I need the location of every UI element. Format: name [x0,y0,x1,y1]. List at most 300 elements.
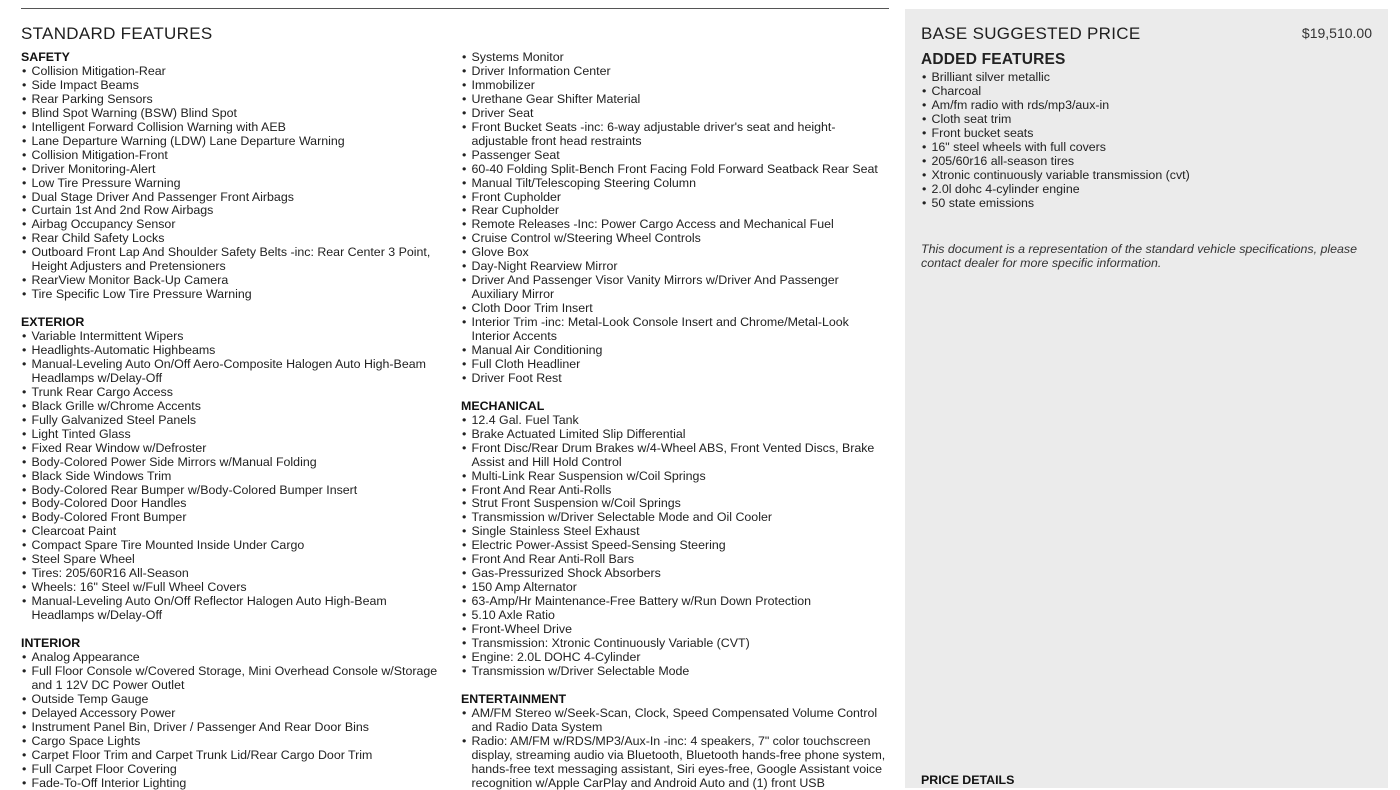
bullet-icon: • [462,175,467,190]
bullet-icon: • [462,63,467,78]
feature-item-line: Outboard Front Lap And Shoulder Safety Belts -inc: Rear Center 3 Point, [31,245,431,260]
feature-item [21,539,446,553]
bullet-icon: • [462,440,467,455]
feature-item-line: Gas-Pressurized Shock Absorbers [471,566,661,581]
bullet-icon: • [922,83,927,98]
feature-item-line: 60-40 Folding Split-Bench Front Facing Fold Forward Seatback Rear Seat [471,161,878,176]
bullet-icon: • [22,245,27,260]
feature-item [461,665,886,679]
feature-item-line: Driver Monitoring-Alert [31,161,156,176]
features-column-left [21,51,446,790]
section-heading: SAFETY [21,50,70,64]
bullet-icon: • [22,566,27,581]
feature-item [461,107,886,121]
feature-item [461,316,886,344]
bullet-icon: • [22,440,27,455]
feature-item-line: Compact Spare Tire Mounted Inside Under Cargo [31,538,305,553]
feature-item [461,246,886,260]
bullet-icon: • [462,356,467,371]
bullet-icon: • [462,538,467,553]
feature-item-line: 5.10 Axle Ratio [471,608,555,623]
bullet-icon: • [462,119,467,134]
bullet-icon: • [22,161,27,176]
bullet-icon: • [22,649,27,664]
bullet-icon: • [462,217,467,232]
added-feature-item [921,155,1371,169]
bullet-icon: • [22,775,27,790]
feature-item-line: Fixed Rear Window w/Defroster [31,440,207,455]
feature-item-line: Full Floor Console w/Covered Storage, Mini Overhead Console w/Storage [31,663,438,678]
feature-item-line: Black Side Windows Trim [31,468,172,483]
bullet-icon: • [22,133,27,148]
feature-section-exterior [21,316,446,623]
bullet-icon: • [22,510,27,525]
bullet-icon: • [462,412,467,427]
bullet-icon: • [462,273,467,288]
feature-item-line: Front Bucket Seats -inc: 6-way adjustable driver's seat and height- [471,119,836,134]
feature-item [21,191,446,205]
feature-item [461,121,886,149]
bullet-icon: • [22,580,27,595]
feature-item-line: Manual-Leveling Auto On/Off Reflector Halogen Auto High-Beam [31,594,387,609]
feature-item [21,232,446,246]
bullet-icon: • [22,77,27,92]
feature-list [21,65,446,302]
feature-item [21,288,446,302]
price-sidebar [905,9,1388,788]
added-feature-label: Cloth seat trim [931,111,1012,126]
bullet-icon: • [462,594,467,609]
bullet-icon: • [922,181,927,196]
bullet-icon: • [462,426,467,441]
section-heading: ENTERTAINMENT [461,691,567,706]
base-price-value: $19,510.00 [1301,25,1372,41]
feature-item-line: Front Disc/Rear Drum Brakes w/4-Wheel ABS, Front Vented Discs, Brake [471,440,875,455]
feature-item-line: Tire Specific Low Tire Pressure Warning [31,287,252,302]
feature-item [21,414,446,428]
feature-item-line: Instrument Panel Bin, Driver / Passenger And Rear Door Bins [31,719,369,734]
added-feature-item [921,85,1371,99]
feature-item-line: Rear Parking Sensors [31,91,153,106]
feature-item-line: Headlamps w/Delay-Off [31,608,163,623]
feature-item [21,163,446,177]
feature-item [21,707,446,721]
feature-item-line: Manual-Leveling Auto On/Off Aero-Composite Halogen Auto High-Beam [31,356,426,371]
feature-item [21,204,446,218]
bullet-icon: • [462,50,467,64]
feature-item-line: Collision Mitigation-Rear [31,63,166,78]
feature-item [21,470,446,484]
feature-item-line: Airbag Occupancy Sensor [31,217,176,232]
bullet-icon: • [22,63,27,78]
feature-item [461,497,886,511]
added-feature-label: 16" steel wheels with full covers [931,139,1107,154]
bullet-icon: • [22,119,27,134]
bullet-icon: • [462,482,467,497]
added-feature-item [921,183,1371,197]
feature-item [461,553,886,567]
feature-item [461,735,886,790]
feature-item-line: Fade-To-Off Interior Lighting [31,775,187,790]
feature-item-line: Urethane Gear Shifter Material [471,91,641,106]
feature-list [21,330,446,623]
feature-item [461,177,886,191]
bullet-icon: • [462,245,467,260]
feature-section-continued [461,51,886,386]
feature-item-line: Manual Tilt/Telescoping Steering Column [471,175,697,190]
feature-item [461,707,886,735]
feature-item-line: Interior Trim -inc: Metal-Look Console Insert and Chrome/Metal-Look [471,315,849,330]
feature-item-line: Body-Colored Front Bumper [31,510,187,525]
feature-item [21,344,446,358]
feature-item [461,149,886,163]
feature-item-line: Day-Night Rearview Mirror [471,259,618,274]
bullet-icon: • [922,111,927,126]
feature-item-line: Manual Air Conditioning [471,343,603,358]
bullet-icon: • [922,139,927,154]
feature-item [21,330,446,344]
feature-item-line: Delayed Accessory Power [31,705,176,720]
bullet-icon: • [22,719,27,734]
feature-item [21,93,446,107]
bullet-icon: • [22,329,27,344]
feature-item-line: Dual Stage Driver And Passenger Front Airbags [31,189,294,204]
bullet-icon: • [22,189,27,204]
feature-item-line: Single Stainless Steel Exhaust [471,524,640,539]
features-column-middle [461,51,886,790]
bullet-icon: • [462,91,467,106]
feature-item [461,414,886,428]
feature-item [21,651,446,665]
bullet-icon: • [22,747,27,762]
feature-item-line: Systems Monitor [471,50,564,64]
feature-item-line: Assist and Hill Hold Control [471,454,622,469]
feature-item-line: Cruise Control w/Steering Wheel Controls [471,231,701,246]
feature-item-line: Headlights-Automatic Highbeams [31,343,216,357]
feature-item [461,623,886,637]
feature-item [21,246,446,274]
bullet-icon: • [22,91,27,106]
bullet-icon: • [462,77,467,92]
feature-item-line: Curtain 1st And 2nd Row Airbags [31,203,214,218]
feature-section-interior [21,637,446,790]
bullet-icon: • [22,482,27,497]
feature-item [461,372,886,386]
added-feature-label: 50 state emissions [931,195,1035,210]
bullet-icon: • [462,147,467,162]
feature-item [21,400,446,414]
feature-item-line: Steel Spare Wheel [31,552,135,567]
bullet-icon: • [922,153,927,168]
feature-item [21,484,446,498]
feature-item-line: Intelligent Forward Collision Warning with AEB [31,119,286,134]
feature-item-line: Driver Foot Rest [471,370,562,385]
added-feature-item [921,71,1371,85]
bullet-icon: • [462,608,467,623]
bullet-icon: • [22,538,27,553]
feature-item-line: Analog Appearance [31,649,140,664]
bullet-icon: • [462,636,467,651]
bullet-icon: • [22,524,27,539]
feature-item-line: Front Cupholder [471,189,562,204]
feature-item [21,65,446,79]
bullet-icon: • [22,691,27,706]
feature-item [21,218,446,232]
bullet-icon: • [922,97,927,112]
bullet-icon: • [462,622,467,637]
feature-item [461,651,886,665]
feature-item-line: Transmission w/Driver Selectable Mode [471,663,690,678]
added-feature-item [921,169,1371,183]
feature-item-line: Driver And Passenger Visor Vanity Mirrors w/Driver And Passenger [471,273,839,288]
feature-item-line: Transmission: Xtronic Continuously Variable (CVT) [471,636,750,651]
feature-item [21,358,446,386]
feature-item [21,665,446,693]
feature-item [21,121,446,135]
added-feature-label: Charcoal [931,83,982,98]
bullet-icon: • [22,356,27,371]
bullet-icon: • [462,161,467,176]
base-price-title: BASE SUGGESTED PRICE [921,24,1141,43]
bullet-icon: • [22,733,27,748]
feature-item [21,386,446,400]
feature-item-line: Body-Colored Rear Bumper w/Body-Colored Bumper Insert [31,482,358,497]
bullet-icon: • [462,566,467,581]
feature-item [21,149,446,163]
feature-list [21,651,446,790]
feature-item-line: Wheels: 16" Steel w/Full Wheel Covers [31,580,247,595]
bullet-icon: • [22,343,27,357]
feature-item [461,302,886,316]
bullet-icon: • [22,663,27,678]
feature-item [21,721,446,735]
bullet-icon: • [462,301,467,316]
bullet-icon: • [922,167,927,182]
bullet-icon: • [462,733,467,748]
feature-section-entertainment [461,693,886,790]
feature-item [21,749,446,763]
feature-item [461,567,886,581]
feature-list [461,51,886,386]
feature-item-line: Height Adjusters and Pretensioners [31,259,226,274]
bullet-icon: • [462,315,467,330]
bullet-icon: • [462,189,467,204]
feature-item [21,442,446,456]
bullet-icon: • [22,426,27,441]
bullet-icon: • [462,231,467,246]
added-feature-item [921,127,1371,141]
bullet-icon: • [462,510,467,525]
feature-item-line: Lane Departure Warning (LDW) Lane Departure Warning [31,133,345,148]
feature-item [21,456,446,470]
feature-item [461,65,886,79]
bullet-icon: • [22,273,27,288]
section-heading: EXTERIOR [21,315,85,330]
page-title: STANDARD FEATURES [21,24,213,43]
bullet-icon: • [462,203,467,218]
feature-item-line: Multi-Link Rear Suspension w/Coil Springs [471,468,706,483]
feature-item-line: Light Tinted Glass [31,426,131,441]
feature-item-line: Tires: 205/60R16 All-Season [31,566,189,581]
feature-item-line: Body-Colored Door Handles [31,496,187,511]
feature-item [461,484,886,498]
feature-item-line: Brake Actuated Limited Slip Differential [471,426,686,441]
added-feature-item [921,197,1371,211]
bullet-icon: • [22,398,27,413]
feature-item-line: Outside Temp Gauge [31,691,149,706]
feature-item-line: 12.4 Gal. Fuel Tank [471,412,579,427]
feature-item-line: Clearcoat Paint [31,524,117,539]
feature-item-line: Passenger Seat [471,147,560,162]
bullet-icon: • [22,217,27,232]
bullet-icon: • [462,370,467,385]
bullet-icon: • [462,705,467,720]
feature-item [21,581,446,595]
feature-item [21,735,446,749]
bullet-icon: • [22,203,27,218]
feature-item-line: Cloth Door Trim Insert [471,301,593,316]
feature-item-line: Fully Galvanized Steel Panels [31,412,197,427]
feature-item-line: Front And Rear Anti-Rolls [471,482,612,497]
bullet-icon: • [922,195,927,210]
feature-item-line: 63-Amp/Hr Maintenance-Free Battery w/Run Down Protection [471,594,812,609]
bullet-icon: • [22,468,27,483]
feature-item [21,497,446,511]
added-feature-label: Brilliant silver metallic [931,70,1050,84]
feature-item [21,567,446,581]
feature-item [461,595,886,609]
feature-list [461,707,886,790]
feature-section-mechanical [461,400,886,679]
feature-item-line: Body-Colored Power Side Mirrors w/Manual Folding [31,454,317,469]
feature-item [461,93,886,107]
bullet-icon: • [462,663,467,678]
feature-item [21,79,446,93]
feature-item-line: hands-free text messaging assistant, Siri eyes-free, Google Assistant voice [471,761,882,776]
bullet-icon: • [462,524,467,539]
feature-item-line: Blind Spot Warning (BSW) Blind Spot [31,105,237,120]
feature-item [461,51,886,65]
bullet-icon: • [22,147,27,162]
bullet-icon: • [462,552,467,567]
feature-item-line: 150 Amp Alternator [471,580,577,595]
price-details-heading: PRICE DETAILS [921,773,1015,787]
feature-item-line: Front And Rear Anti-Roll Bars [471,552,635,567]
feature-item-line: Radio: AM/FM w/RDS/MP3/Aux-In -inc: 4 speakers, 7" color touchscreen [471,733,871,748]
bullet-icon: • [22,384,27,399]
added-feature-label: 2.0l dohc 4-cylinder engine [931,181,1080,196]
feature-item-line: Full Cloth Headliner [471,356,581,371]
feature-item [461,191,886,205]
feature-item [461,442,886,470]
added-features-heading: ADDED FEATURES [921,51,1066,68]
feature-section-safety [21,51,446,302]
feature-item [461,274,886,302]
feature-item [461,609,886,623]
feature-item-line: Transmission w/Driver Selectable Mode and Oil Cooler [471,510,772,525]
feature-item [461,232,886,246]
bullet-icon: • [22,496,27,511]
feature-item-line: Remote Releases -Inc: Power Cargo Access and Mechanical Fuel [471,217,834,232]
feature-item-line: Interior Accents [471,329,557,344]
feature-item [461,358,886,372]
feature-item-line: Headlamps w/Delay-Off [31,370,163,385]
feature-item-line: Glove Box [471,245,529,260]
bullet-icon: • [22,175,27,190]
bullet-icon: • [22,454,27,469]
feature-item-line: Full Carpet Floor Covering [31,761,177,776]
feature-item-line: adjustable front head restraints [471,133,642,148]
feature-item [461,637,886,651]
feature-item-line: display, streaming audio via Bluetooth, Bluetooth hands-free phone system, [471,747,886,762]
feature-item [21,693,446,707]
feature-item [21,274,446,288]
feature-item [21,525,446,539]
feature-item [461,79,886,93]
feature-item-line: recognition w/Apple CarPlay and Android Auto and (1) front USB [471,775,825,790]
added-feature-label: Am/fm radio with rds/mp3/aux-in [931,97,1110,112]
feature-item [21,428,446,442]
feature-list [461,414,886,679]
feature-item [21,763,446,777]
feature-item [21,135,446,149]
feature-item-line: Engine: 2.0L DOHC 4-Cylinder [471,649,641,664]
added-features-list [921,71,1371,211]
feature-item-line: Immobilizer [471,77,535,92]
feature-item [461,260,886,274]
added-feature-item [921,99,1371,113]
feature-item-line: Auxiliary Mirror [471,287,555,302]
feature-item-line: and Radio Data System [471,719,603,734]
feature-item-line: AM/FM Stereo w/Seek-Scan, Clock, Speed Compensated Volume Control [471,705,878,720]
disclaimer-text: This document is a representation of the standard vehicle specifications, please contact dealer for more specific information. [921,242,1357,270]
feature-item-line: Variable Intermittent Wipers [31,329,184,344]
feature-item [21,511,446,525]
section-heading: INTERIOR [21,636,81,650]
section-heading: MECHANICAL [461,398,545,413]
feature-item [461,470,886,484]
feature-item-line: Strut Front Suspension w/Coil Springs [471,496,681,511]
feature-item-line: Collision Mitigation-Front [31,147,168,162]
bullet-icon: • [22,552,27,567]
bullet-icon: • [22,105,27,120]
feature-item-line: Low Tire Pressure Warning [31,175,181,190]
feature-item [21,595,446,623]
bullet-icon: • [22,287,27,302]
feature-item [461,525,886,539]
feature-item-line: Front-Wheel Drive [471,622,573,637]
bullet-icon: • [22,231,27,246]
added-feature-item [921,113,1371,127]
feature-item [461,581,886,595]
top-divider [21,8,889,9]
feature-item [461,344,886,358]
feature-item [21,107,446,121]
feature-item-line: Black Grille w/Chrome Accents [31,398,201,413]
bullet-icon: • [462,649,467,664]
feature-item [21,177,446,191]
bullet-icon: • [22,761,27,776]
feature-item [461,218,886,232]
bullet-icon: • [462,468,467,483]
bullet-icon: • [462,259,467,274]
bullet-icon: • [22,412,27,427]
feature-item-line: Cargo Space Lights [31,733,141,748]
bullet-icon: • [922,125,927,140]
added-feature-item [921,141,1371,155]
bullet-icon: • [462,105,467,120]
bullet-icon: • [22,594,27,609]
